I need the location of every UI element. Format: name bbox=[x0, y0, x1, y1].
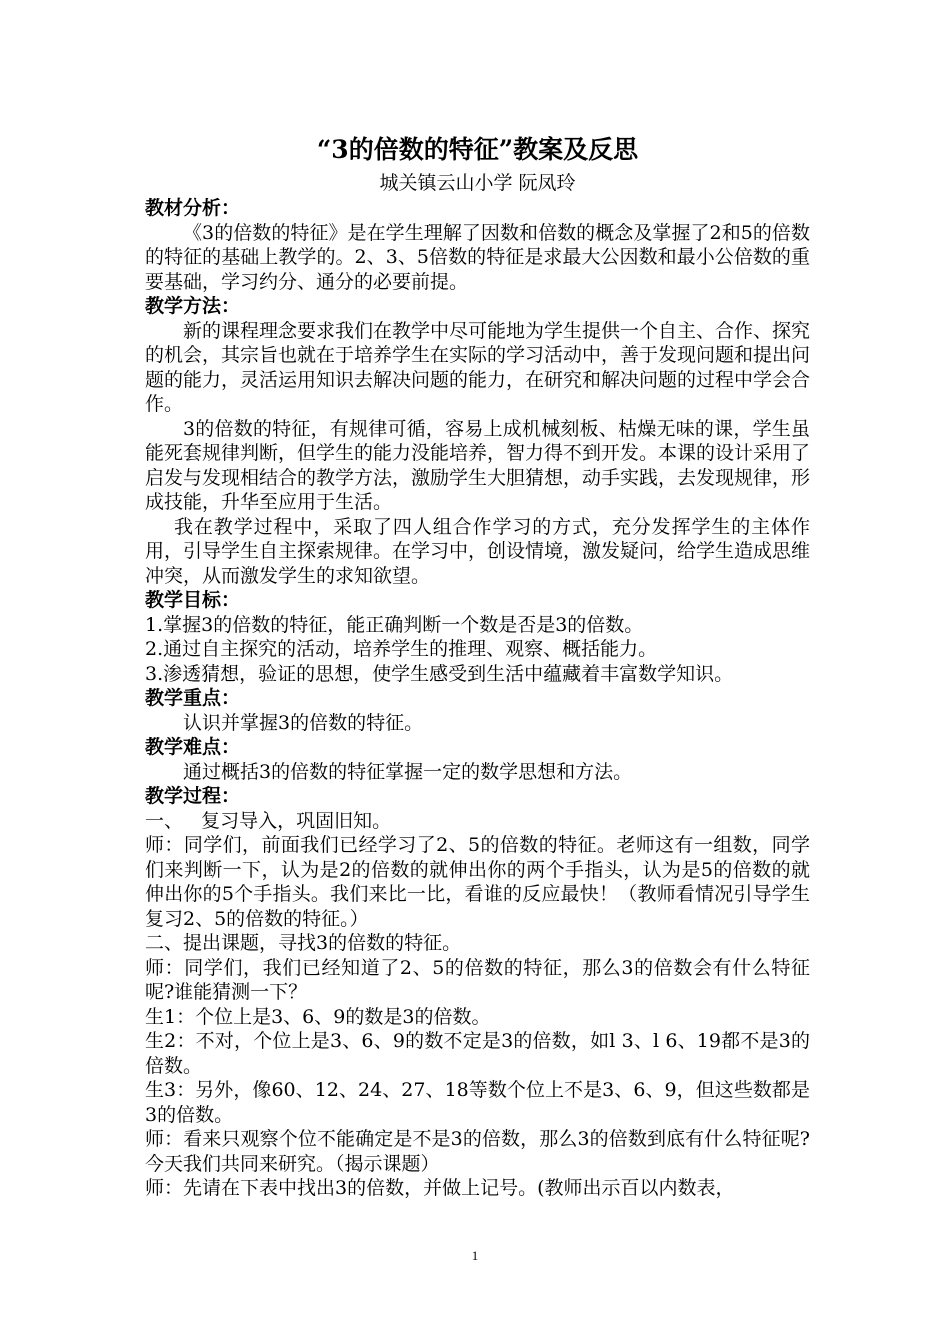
difficulty-paragraph: 通过概括3的倍数的特征掌握一定的数学思想和方法。 bbox=[183, 760, 633, 783]
section-heading-analysis: 教材分析： bbox=[145, 197, 241, 219]
analysis-paragraph: 《3的倍数的特征》是在学生理解了因数和倍数的概念及掌握了2和5的倍数的特征的基础上教学的。2、3、5倍数的特征是求最大公因数和最小公倍数的重要基础，学习约分、通分的必要前提。 bbox=[145, 221, 810, 293]
process-student-3: 生3：另外，像60、12、24、27、18等数个位上不是3、6、9，但这些数都是3的倍数。 bbox=[145, 1079, 810, 1126]
section-heading-method: 教学方法： bbox=[145, 295, 241, 317]
method-paragraph-3: 我在教学过程中，采取了四人组合作学习的方式，充分发挥学生的主体作用，引导学生自主探索规律。在学习中，创设情境，激发疑问，给学生造成思维冲突，从而激发学生的求知欲望。 bbox=[145, 515, 811, 587]
method-paragraph-2: 3的倍数的特征，有规律可循，容易上成机械刻板、枯燥无味的课，学生虽能死套规律判断，但学生的能力没能培养，智力得不到开发。本课的设计采用了启发与发现相结合的教学方法，激励学生大胆猜想，动手实践，去发现规律，形成技能，升华至应用于生活。 bbox=[145, 417, 811, 513]
page-number: 1 bbox=[471, 1248, 479, 1263]
process-teacher-3: 师：看来只观察个位不能确定是不是3的倍数，那么3的倍数到底有什么特征呢?今天我们共同来研究。（揭示课题） bbox=[145, 1128, 810, 1175]
process-student-1: 生1：个位上是3、6、9的数是3的倍数。 bbox=[145, 1005, 491, 1028]
goal-item-1: 1.掌握3的倍数的特征，能正确判断一个数是否是3的倍数。 bbox=[145, 613, 644, 636]
goal-item-3: 3.渗透猜想，验证的思想，使学生感受到生活中蕴藏着丰富数学知识。 bbox=[145, 662, 734, 685]
document-title: “3的倍数的特征”教案及反思 bbox=[316, 135, 639, 164]
section-heading-goals: 教学目标： bbox=[145, 589, 241, 611]
author-line: 城关镇云山小学 阮凤玲 bbox=[379, 172, 576, 194]
section-heading-process: 教学过程： bbox=[145, 785, 241, 807]
method-paragraph-1: 新的课程理念要求我们在教学中尽可能地为学生提供一个自主、合作、探究的机会，其宗旨也就在于培养学生在实际的学习活动中，善于发现问题和提出问题的能力，灵活运用知识去解决问题的能力，在研究和解决问题的过程中学会合作。 bbox=[145, 319, 811, 415]
process-teacher-2: 师：同学们，我们已经知道了2、5的倍数的特征，那么3的倍数会有什么特征呢?谁能猜测一下？ bbox=[145, 956, 810, 1003]
page-content bbox=[145, 132, 810, 1201]
section-heading-difficulty: 教学难点： bbox=[145, 736, 241, 758]
key-paragraph: 认识并掌握3的倍数的特征。 bbox=[183, 711, 424, 734]
process-teacher-1: 师：同学们，前面我们已经学习了2、5的倍数的特征。老师这有一组数，同学们来判断一下，认为是2的倍数的就伸出你的两个手指头，认为是5的倍数的就伸出你的5个手指头。我们来比一比，看谁的反应最快！（教师看情况引导学生复习2、5的倍数的特征。） bbox=[145, 834, 810, 930]
goal-item-2: 2.通过自主探究的活动，培养学生的推理、观察、概括能力。 bbox=[145, 638, 658, 660]
process-step-1: 一、 复习导入，巩固旧知。 bbox=[145, 809, 392, 832]
process-teacher-4: 师：先请在下表中找出3的倍数，并做上记号。(教师出示百以内数表， bbox=[145, 1177, 735, 1199]
process-step-2: 二、提出课题，寻找3的倍数的特征。 bbox=[145, 932, 462, 954]
process-student-2: 生2：不对，个位上是3、6、9的数不定是3的倍数，如l 3、l 6、19都不是3的倍数。 bbox=[145, 1030, 810, 1077]
section-heading-key: 教学重点： bbox=[145, 687, 241, 709]
